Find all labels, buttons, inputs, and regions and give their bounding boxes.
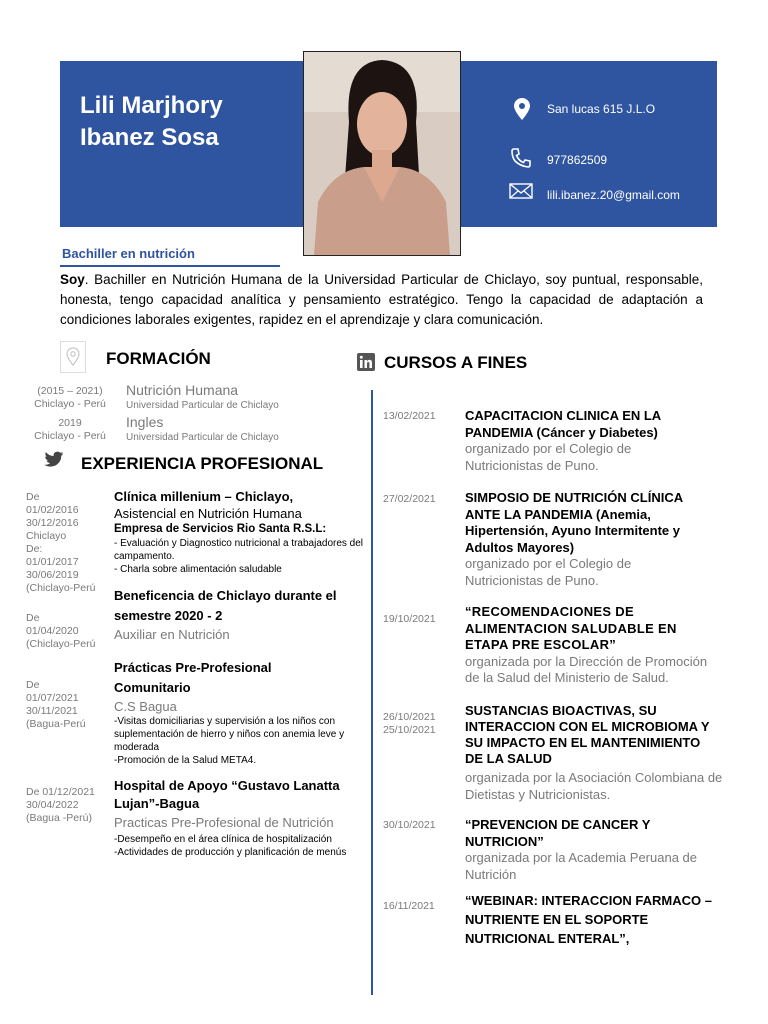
exp-role: Auxiliar en Nutrición — [114, 627, 230, 642]
exp-bullet: -Visitas domiciliarias y supervisión a los niños con suplementación de hierro y niños con anemia leve y moderada — [114, 716, 345, 753]
experiencia-item-3 — [114, 658, 366, 767]
envelope-icon — [509, 183, 533, 204]
curso-item-5: “PREVENCION DE CANCER Y NUTRICION” organizada por la Academia Peruana de Nutrición — [465, 817, 697, 882]
experiencia-dates-2: De 01/04/2020 (Chiclayo-Perú — [26, 612, 96, 650]
curso-item-6: “WEBINAR: INTERACCION FARMACO – NUTRIENTE EN EL SOPORTE NUTRICIONAL ENTERAL”, — [465, 893, 712, 946]
exp-role: Practicas Pre-Profesional de Nutrición — [114, 815, 334, 830]
experiencia-title: EXPERIENCIA PROFESIONAL — [81, 454, 324, 473]
exp-bullet: -Actividades de producción y planificación de menús — [114, 847, 347, 858]
experiencia-dates-1: De 01/02/2016 30/12/2016 Chiclayo De: 01/01/2017 30/06/2019 (Chiclayo-Perú — [26, 491, 96, 594]
experiencia-dates-3: De 01/07/2021 30/11/2021 (Bagua-Perú — [26, 679, 86, 730]
curso-item-2: SIMPOSIO DE NUTRICIÓN CLÍNICA ANTE LA PANDEMIA (Anemia, Hipertensión, Ayuno Intermitente y Adultos Mayores) organizado por el Colegio de Nutricionistas de Puno. — [465, 490, 683, 588]
contact-phone[interactable]: 977862509 — [547, 153, 608, 167]
summary-text: . Bachiller en Nutrición Humana de la Universidad Particular de Chiclayo, soy puntual, responsable, honesta, tengo capacidad analítica y pensamiento estratégico. Tengo la capacidad de adaptación a condiciones laborales exigentes, rapidez en el aprendizaje y clara comunicación. — [60, 272, 703, 327]
curso-item-1: CAPACITACION CLINICA EN LA PANDEMIA (Cáncer y Diabetes) organizado por el Colegio de Nutricionistas de Puno. — [465, 408, 661, 473]
exp-title: Clínica millenium – Chiclayo, — [114, 489, 294, 504]
exp-role: Asistencial en Nutrición Humana — [114, 506, 302, 521]
curso-date-2: 27/02/2021 — [383, 493, 436, 505]
formacion-dates-1: (2015 – 2021) Chiclayo - Perú — [34, 385, 106, 410]
exp-title: Prácticas Pre-Profesional Comunitario — [114, 660, 272, 695]
candidate-name: Lili Marjhory Ibanez Sosa — [80, 92, 223, 151]
curso-item-3: “RECOMENDACIONES DE ALIMENTACION SALUDABLE EN ETAPA PRE ESCOLAR” organizada por la Dirección de Promoción de la Salud del Ministerio de Salud. — [465, 604, 708, 685]
location-pin-icon — [514, 98, 530, 125]
experiencia-dates-4: De 01/12/2021 30/04/2022 (Bagua -Perú) — [26, 786, 95, 824]
curso-date-5: 30/10/2021 — [383, 819, 436, 831]
cursos-title: CURSOS A FINES — [384, 353, 528, 372]
exp-title: Hospital de Apoyo “Gustavo Lanatta Lujan”-Bagua — [114, 778, 340, 811]
curso-date-4: 26/10/2021 25/10/2021 — [383, 711, 436, 736]
exp-company: Empresa de Servicios Rio Santa R.S.L: — [114, 523, 327, 535]
twitter-bird-icon — [44, 451, 64, 473]
experiencia-item-1 — [114, 488, 364, 576]
exp-bullet: -Desempeño en el área clínica de hospitalización — [114, 834, 332, 845]
curso-date-6: 16/11/2021 — [383, 900, 435, 912]
role-underline — [60, 265, 280, 267]
experiencia-item-2 — [114, 586, 364, 643]
linkedin-icon — [357, 353, 375, 376]
contact-email[interactable]: lili.ibanez.20@gmail.com — [547, 188, 680, 202]
exp-role: C.S Bagua — [114, 699, 177, 714]
phone-icon — [511, 148, 531, 173]
exp-bullet: - Charla sobre alimentación saludable — [114, 564, 282, 575]
profile-photo — [303, 51, 461, 256]
formacion-item-2: Ingles Universidad Particular de Chiclayo — [126, 414, 279, 443]
formacion-title: FORMACIÓN — [106, 349, 211, 368]
formacion-dates-2: 2019 Chiclayo - Perú — [34, 417, 106, 442]
exp-title: Beneficencia de Chiclayo durante el semestre 2020 - 2 — [114, 588, 337, 623]
curso-date-1: 13/02/2021 — [383, 410, 436, 422]
role-title: Bachiller en nutrición — [62, 246, 195, 261]
formacion-item-1: Nutrición Humana Universidad Particular de Chiclayo — [126, 382, 279, 411]
summary-lead: Soy — [60, 272, 85, 287]
profile-summary — [60, 270, 703, 330]
curso-item-4: SUSTANCIAS BIOACTIVAS, SU INTERACCION CON EL MICROBIOMA Y SU IMPACTO EN EL MANTENIMIENTO DE LA SALUD organizada por la Asociación Colombiana de Dietistas y Nutricionistas. — [465, 703, 723, 802]
experiencia-item-4 — [114, 777, 366, 859]
contact-address: San lucas 615 J.L.O — [547, 102, 656, 116]
curso-date-3: 19/10/2021 — [383, 613, 436, 625]
exp-bullet: - Evaluación y Diagnostico nutricional a trabajadores del campamento. — [114, 538, 364, 562]
portrait-illustration — [304, 52, 460, 255]
location-outline-icon — [60, 341, 86, 373]
column-divider — [371, 390, 373, 995]
exp-bullet: -Promoción de la Salud META4. — [114, 755, 257, 766]
